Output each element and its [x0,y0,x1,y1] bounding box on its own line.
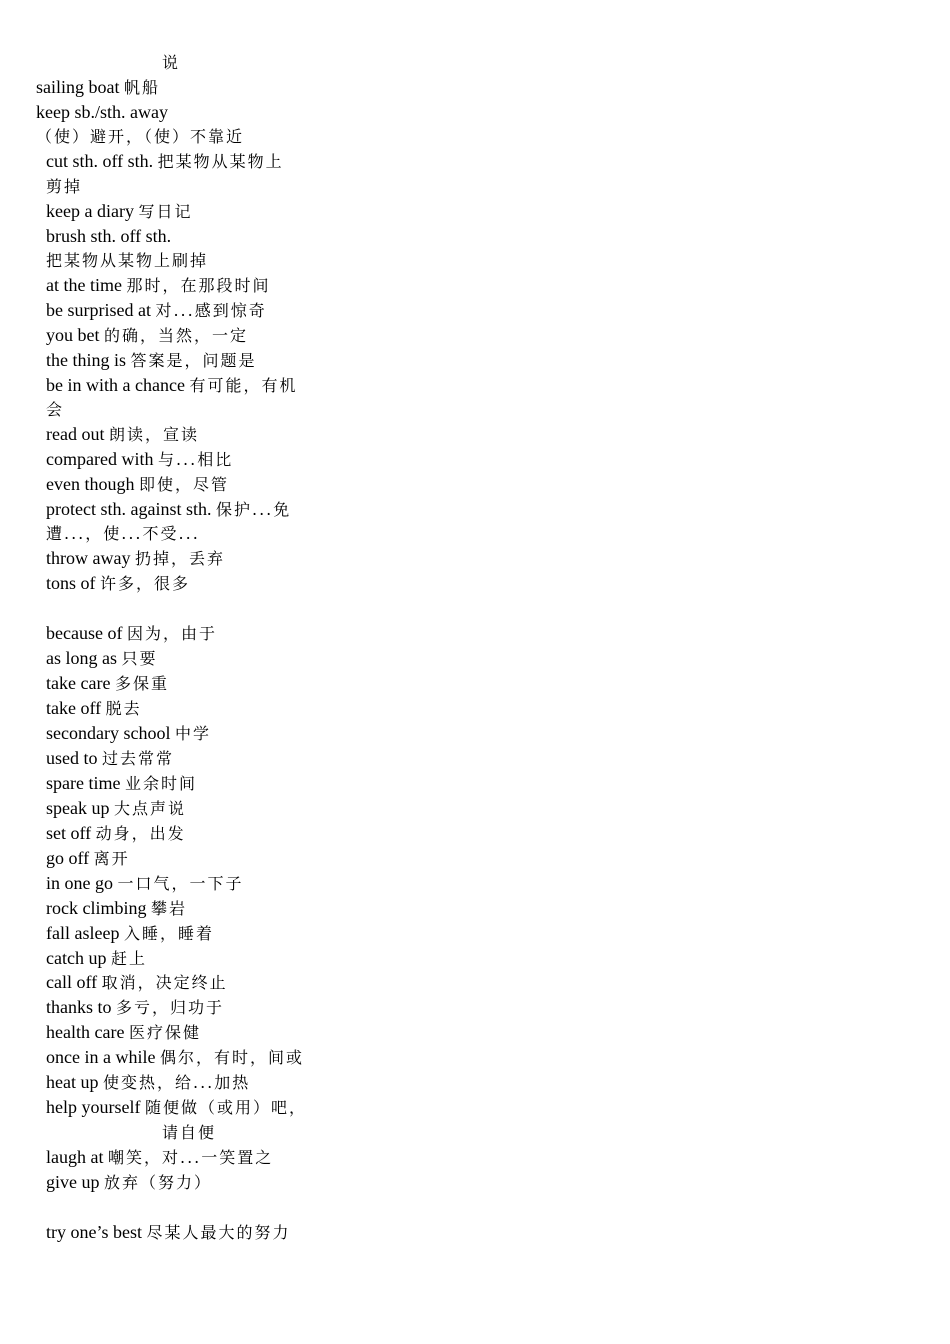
chinese-meaning: 剪掉 [46,177,83,196]
vocab-line [46,546,225,570]
chinese-meaning: 业余时间 [124,774,197,793]
vocab-line [46,1070,250,1094]
english-term: laugh at [46,1147,104,1167]
vocab-line [36,124,244,148]
chinese-meaning: 朗读，宣读 [108,425,199,444]
vocab-line [46,348,257,372]
chinese-meaning: 遭...，使...不受... [46,524,200,543]
vocab-line [46,1220,291,1244]
chinese-meaning: 多亏，归功于 [116,998,225,1017]
chinese-meaning: 大点声说 [113,799,186,818]
english-term: spare time [46,773,121,793]
vocab-line [46,896,187,920]
vocab-line [46,199,192,223]
vocab-line [46,397,64,421]
chinese-meaning: 扔掉，丢弃 [134,549,225,568]
chinese-meaning: 一口气，一下子 [117,874,244,893]
vocab-line [46,671,169,695]
vocab-line [46,646,158,670]
vocab-line [46,521,200,545]
vocab-line [46,497,291,521]
english-term: at the time [46,275,122,295]
chinese-meaning: 过去常常 [102,749,175,768]
english-term: take off [46,698,102,718]
chinese-meaning: 随便做（或用）吧， [144,1098,307,1117]
english-term: rock climbing [46,898,147,918]
vocab-line [46,571,190,595]
chinese-meaning: 攀岩 [150,899,187,918]
english-term: the thing is [46,350,126,370]
english-term: keep a diary [46,201,134,221]
chinese-meaning: 与...相比 [157,450,234,469]
chinese-meaning: 入睡，睡着 [123,924,214,943]
vocab-line [46,323,248,347]
chinese-meaning: 说 [162,53,181,72]
english-term: take care [46,673,111,693]
vocab-line [46,273,271,297]
english-term: fall asleep [46,923,120,943]
english-term: speak up [46,798,110,818]
chinese-meaning: 取消，决定终止 [101,973,228,992]
chinese-meaning: 写日记 [138,202,193,221]
chinese-meaning: 答案是，问题是 [130,351,257,370]
english-term: protect sth. against sth. [46,499,212,519]
english-term: catch up [46,948,107,968]
chinese-meaning: 许多，很多 [100,574,191,593]
chinese-meaning: 尽某人最大的努力 [146,1223,291,1242]
vocab-line [46,946,147,970]
english-term: tons of [46,573,96,593]
chinese-meaning: 只要 [121,649,158,668]
vocab-line [46,174,82,198]
vocab-line [46,970,228,994]
vocab-line [46,921,214,945]
english-term: brush sth. off sth. [46,226,172,246]
chinese-meaning: 那时，在那段时间 [126,276,271,295]
english-term: call off [46,972,98,992]
vocab-line [46,248,208,272]
vocab-line [46,821,186,845]
vocab-line [46,1020,201,1044]
english-term: you bet [46,325,100,345]
english-term: give up [46,1172,100,1192]
vocab-line [46,373,297,397]
chinese-meaning: 把某物从某物上 [157,152,284,171]
chinese-meaning: 放弃（努力） [104,1173,213,1192]
english-term: used to [46,748,98,768]
chinese-meaning: 请自便 [162,1123,217,1142]
vocab-line [162,50,180,74]
english-term: cut sth. off sth. [46,151,154,171]
english-term: help yourself [46,1097,141,1117]
chinese-meaning: 嘲笑，对...一笑置之 [107,1148,274,1167]
vocab-line [46,447,233,471]
english-term: compared with [46,449,154,469]
vocab-line [46,422,199,446]
vocab-line [46,1045,304,1069]
chinese-meaning: 会 [46,400,65,419]
english-term: be in with a chance [46,375,185,395]
chinese-meaning: 即使，尽管 [138,475,229,494]
chinese-meaning: （使）避开，（使）不靠近 [36,127,245,146]
chinese-meaning: 赶上 [110,949,147,968]
chinese-meaning: 动身，出发 [95,824,186,843]
english-term: once in a while [46,1047,156,1067]
chinese-meaning: 的确，当然，一定 [104,326,249,345]
chinese-meaning: 有可能，有机 [189,376,298,395]
chinese-meaning: 使变热，给...加热 [102,1073,251,1092]
english-term: try one’s best [46,1222,142,1242]
vocab-line [162,1120,216,1144]
english-term: heat up [46,1072,99,1092]
english-term: set off [46,823,92,843]
vocab-line [46,298,267,322]
vocab-line [46,1095,307,1119]
vocab-line [46,746,174,770]
chinese-meaning: 对...感到惊奇 [155,301,267,320]
vocab-line [46,621,217,645]
chinese-meaning: 帆船 [124,78,161,97]
vocab-line [46,796,186,820]
chinese-meaning: 多保重 [114,674,169,693]
vocab-line [46,995,224,1019]
vocab-line [46,871,244,895]
vocab-line [46,472,229,496]
vocab-line [46,721,211,745]
english-term: health care [46,1022,125,1042]
vocab-line [46,846,130,870]
chinese-meaning: 把某物从某物上刷掉 [46,251,209,270]
english-term: go off [46,848,90,868]
chinese-meaning: 偶尔，有时，间或 [159,1048,304,1067]
chinese-meaning: 离开 [93,849,130,868]
english-term: be surprised at [46,300,151,320]
english-term: sailing boat [36,77,120,97]
english-term: keep sb./sth. away [36,102,168,122]
english-term: as long as [46,648,117,668]
english-term: thanks to [46,997,112,1017]
chinese-meaning: 因为，由于 [126,624,217,643]
vocab-line [46,1145,273,1169]
vocab-line [46,771,197,795]
vocab-line [36,100,168,124]
vocab-line [46,224,171,248]
vocab-line [46,696,142,720]
english-term: even though [46,474,135,494]
english-term: because of [46,623,123,643]
english-term: in one go [46,873,113,893]
english-term: secondary school [46,723,171,743]
chinese-meaning: 脱去 [105,699,142,718]
chinese-meaning: 医疗保健 [128,1023,201,1042]
vocab-line [46,1170,212,1194]
vocab-line [36,75,160,99]
vocab-line [46,149,284,173]
chinese-meaning: 中学 [174,724,211,743]
english-term: read out [46,424,105,444]
english-term: throw away [46,548,131,568]
chinese-meaning: 保护...免 [215,500,292,519]
